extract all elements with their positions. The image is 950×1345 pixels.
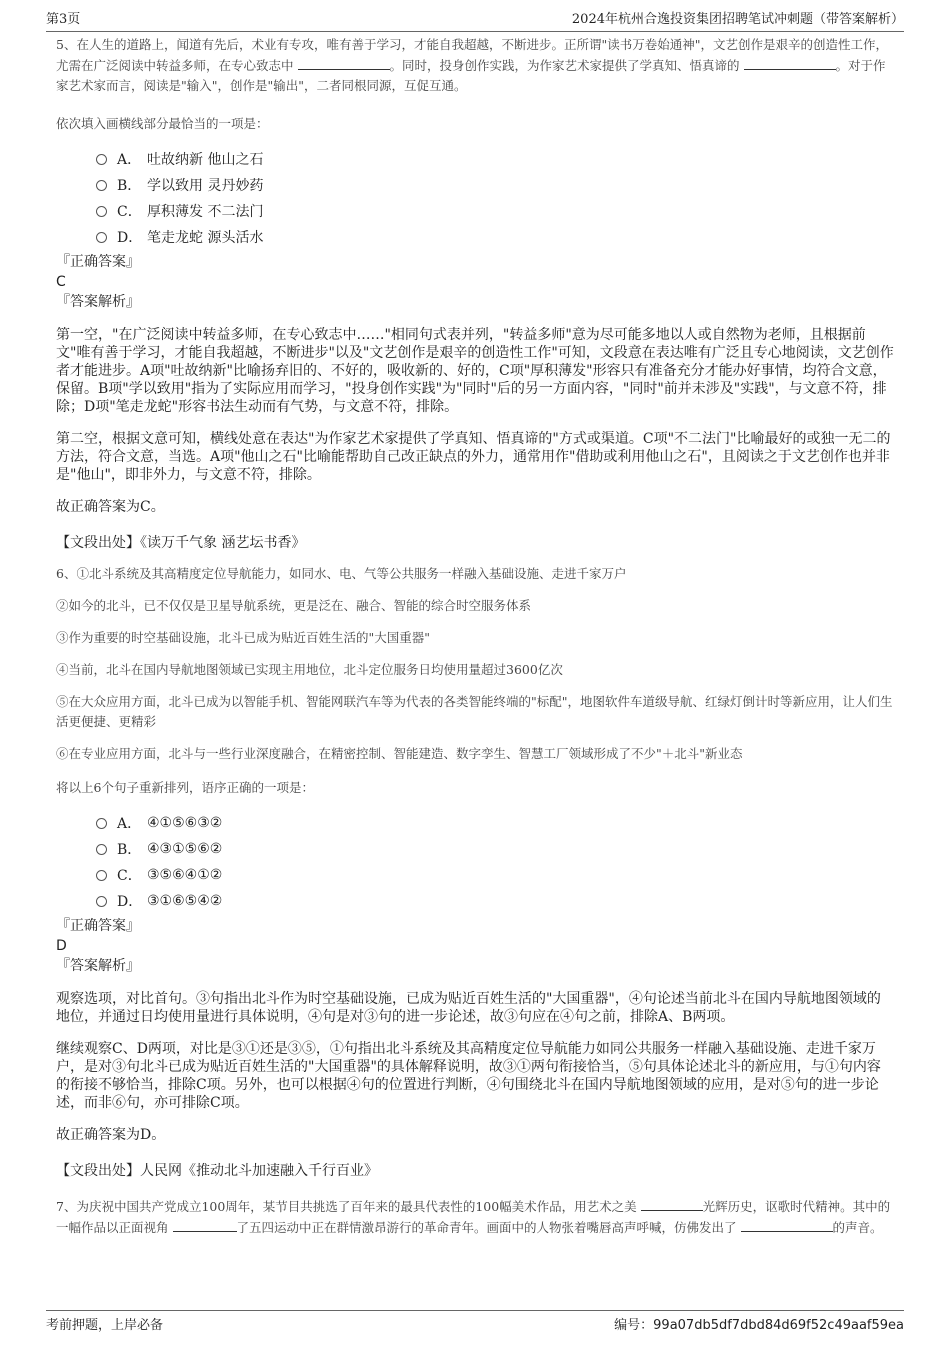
q6-source: 【文段出处】人民网《推动北斗加速融入千行百业》 <box>56 1163 378 1179</box>
q6-answer: D <box>56 938 67 954</box>
question-5 <box>56 35 894 96</box>
code-value: 99a07db5df7dbd84d69f52c49aaf59ea <box>653 1318 904 1333</box>
page-header <box>46 8 904 28</box>
option-text: ③⑤⑥④①② <box>147 867 223 883</box>
q7-text-c: 了五四运动中正在群情激昂游行的革命青年。画面中的人物张着嘴唇高声呼喊，仿佛发出了 <box>236 1220 737 1235</box>
option-text: 学以致用 灵丹妙药 <box>147 178 264 194</box>
page-number: 第3页 <box>46 12 81 27</box>
q5-analysis-1: 第一空，"在广泛阅读中转益多师，在专心致志中……"相同句式表并列，"转益多师"意为尽可能多地以人或自然物为老师，且根据前文"唯有善于学习，才能自我超越，不断进步"以及"文艺创作是艰辛的创造性工作"可知，文段意在表达唯有广泛且专心地阅读，文艺创作者才能进步。A项"吐故纳新"比喻扬弃旧的、不好的，吸收新的、好的，C项"厚积薄发"形容只有准备充分才能办好事情，均符合文意，保留。B项"学以致用"指为了实际应用而学习，"投身创作实践"为"同时"后的另一方面内容，"同时"前并未涉及"实践"，与文意不符，排除；D项"笔走龙蛇"形容书法生动而有气势，与文意不符，排除。 <box>56 327 894 415</box>
q5-blank-1 <box>298 55 390 70</box>
q6-item-4: ④当前，北斗在国内导航地图领域已实现主用地位，北斗定位服务日均使用量超过3600亿次 <box>56 662 563 677</box>
q5-option-b[interactable] <box>96 172 894 198</box>
option-letter: A． <box>117 816 142 832</box>
option-text: 笔走龙蛇 源头活水 <box>147 230 264 246</box>
radio-icon[interactable] <box>96 154 107 165</box>
q5-answer-label: 『正确答案』 <box>56 254 140 270</box>
option-text: ④③①⑤⑥② <box>147 841 223 857</box>
q6-answer-label: 『正确答案』 <box>56 918 140 934</box>
document-body <box>56 35 894 1238</box>
option-letter: C． <box>117 204 142 220</box>
radio-icon[interactable] <box>96 232 107 243</box>
code-label: 编号： <box>614 1318 654 1333</box>
option-letter: D． <box>117 894 143 910</box>
option-text: 厚积薄发 不二法门 <box>147 204 264 220</box>
q6-options <box>96 810 894 914</box>
radio-icon[interactable] <box>96 896 107 907</box>
q6-analysis-label: 『答案解析』 <box>56 958 140 974</box>
q5-text-c: 。对于作家艺术家而言，阅读是"输入"，创作是"输出"，二者同根同源，互促互通。 <box>56 58 886 93</box>
option-letter: A． <box>117 152 142 168</box>
q7-text-d: 的声音。 <box>832 1220 883 1235</box>
q5-analysis-label: 『答案解析』 <box>56 294 140 310</box>
q6-analysis-1: 观察选项，对比首句。③句指出北斗作为时空基础设施，已成为贴近百姓生活的"大国重器"，④句论述当前北斗在国内导航地图领域的地位，并通过日均使用量进行具体说明，④句是对③句的进一步论述，故③句应在④句之前，排除A、B两项。 <box>56 991 881 1025</box>
q7-text-a: 7、为庆祝中国共产党成立100周年，某节目共挑选了百年来的最具代表性的100幅美术作品，用艺术之美 <box>56 1199 637 1214</box>
document-code <box>614 1314 904 1333</box>
q5-answer: C <box>56 274 66 290</box>
option-text: ④①⑤⑥③② <box>147 815 223 831</box>
radio-icon[interactable] <box>96 206 107 217</box>
q5-blank-2 <box>744 55 836 70</box>
question-7 <box>56 1196 894 1238</box>
q6-item-5: ⑤在大众应用方面，北斗已成为以智能手机、智能网联汽车等为代表的各类智能终端的"标配"，地图软件车道级导航、红绿灯倒计时等新应用，让人们生活更便捷、更精彩 <box>56 694 893 729</box>
q7-text-b: 光辉历史，讴歌时代精神。其中的一幅作品以正面视角 <box>56 1199 891 1235</box>
q5-option-c[interactable] <box>96 198 894 224</box>
option-letter: B． <box>117 842 142 858</box>
q7-blank-2 <box>173 1217 237 1232</box>
q5-text-b: 。同时，投身创作实践，为作家艺术家提供了学真知、悟真谛的 <box>389 58 740 73</box>
q5-instruction: 依次填入画横线部分最恰当的一项是： <box>56 116 269 131</box>
q6-option-d[interactable] <box>96 888 894 914</box>
q7-blank-1 <box>641 1196 703 1211</box>
q5-option-a[interactable] <box>96 146 894 172</box>
q6-instruction: 将以上6个句子重新排列，语序正确的一项是： <box>56 780 314 795</box>
q6-item-3: ③作为重要的时空基础设施，北斗已成为贴近百姓生活的"大国重器" <box>56 630 431 645</box>
radio-icon[interactable] <box>96 180 107 191</box>
header-divider <box>46 31 904 32</box>
page-footer <box>46 1312 904 1332</box>
q5-analysis-3: 故正确答案为C。 <box>56 499 165 515</box>
option-text: 吐故纳新 他山之石 <box>147 152 264 168</box>
q6-item-1: 6、①北斗系统及其高精度定位导航能力，如同水、电、气等公共服务一样融入基础设施、走进千家万户 <box>56 566 627 581</box>
footer-slogan: 考前押题，上岸必备 <box>46 1318 164 1333</box>
option-letter: B． <box>117 178 142 194</box>
q5-text-a: 5、在人生的道路上，闻道有先后，术业有专攻，唯有善于学习，才能自我超越，不断进步。正所谓"读书万卷始通神"，文艺创作是艰辛的创造性工作，尤需在广泛阅读中转益多师，在专心致志中 <box>56 37 888 73</box>
radio-icon[interactable] <box>96 844 107 855</box>
q7-blank-3 <box>741 1217 833 1232</box>
footer-divider <box>46 1310 904 1311</box>
q5-options <box>96 146 894 250</box>
option-text: ③①⑥⑤④② <box>147 893 223 909</box>
q5-analysis-2: 第二空，根据文意可知，横线处意在表达"为作家艺术家提供了学真知、悟真谛的"方式或渠道。C项"不二法门"比喻最好的或独一无二的方法，符合文意，当选。A项"他山之石"比喻能帮助自己改正缺点的外力，通常用作"借助或利用他山之石"，且阅读之于文艺创作也并非是"他山"，即非外力，与文意不符，排除。 <box>56 431 891 483</box>
q5-source: 【文段出处】《读万千气象 涵艺坛书香》 <box>56 535 306 551</box>
option-letter: C． <box>117 868 142 884</box>
q6-option-b[interactable] <box>96 836 894 862</box>
q6-item-2: ②如今的北斗，已不仅仅是卫星导航系统，更是泛在、融合、智能的综合时空服务体系 <box>56 598 532 613</box>
q6-option-a[interactable] <box>96 810 894 836</box>
q6-analysis-2: 继续观察C、D两项，对比是③①还是③⑤，①句指出北斗系统及其高精度定位导航能力如同公共服务一样融入基础设施、走进千家万户，是对③句北斗已成为贴近百姓生活的"大国重器"的具体解释说明，故③①两句衔接恰当，⑤句具体论述北斗的新应用，与①句内容的衔接不够恰当，排除C项。另外，也可以根据④句的位置进行判断，④句围绕北斗在国内导航地图领域的应用，是对⑤句的进一步论述，而非⑥句，亦可排除C项。 <box>56 1041 881 1111</box>
radio-icon[interactable] <box>96 870 107 881</box>
option-letter: D． <box>117 230 143 246</box>
q6-analysis-3: 故正确答案为D。 <box>56 1127 166 1143</box>
q5-option-d[interactable] <box>96 224 894 250</box>
document-title: 2024年杭州合逸投资集团招聘笔试冲刺题（带答案解析） <box>571 12 904 27</box>
radio-icon[interactable] <box>96 818 107 829</box>
q6-item-6: ⑥在专业应用方面，北斗与一些行业深度融合，在精密控制、智能建造、数字孪生、智慧工厂领域形成了不少"＋北斗"新业态 <box>56 746 743 761</box>
q6-option-c[interactable] <box>96 862 894 888</box>
